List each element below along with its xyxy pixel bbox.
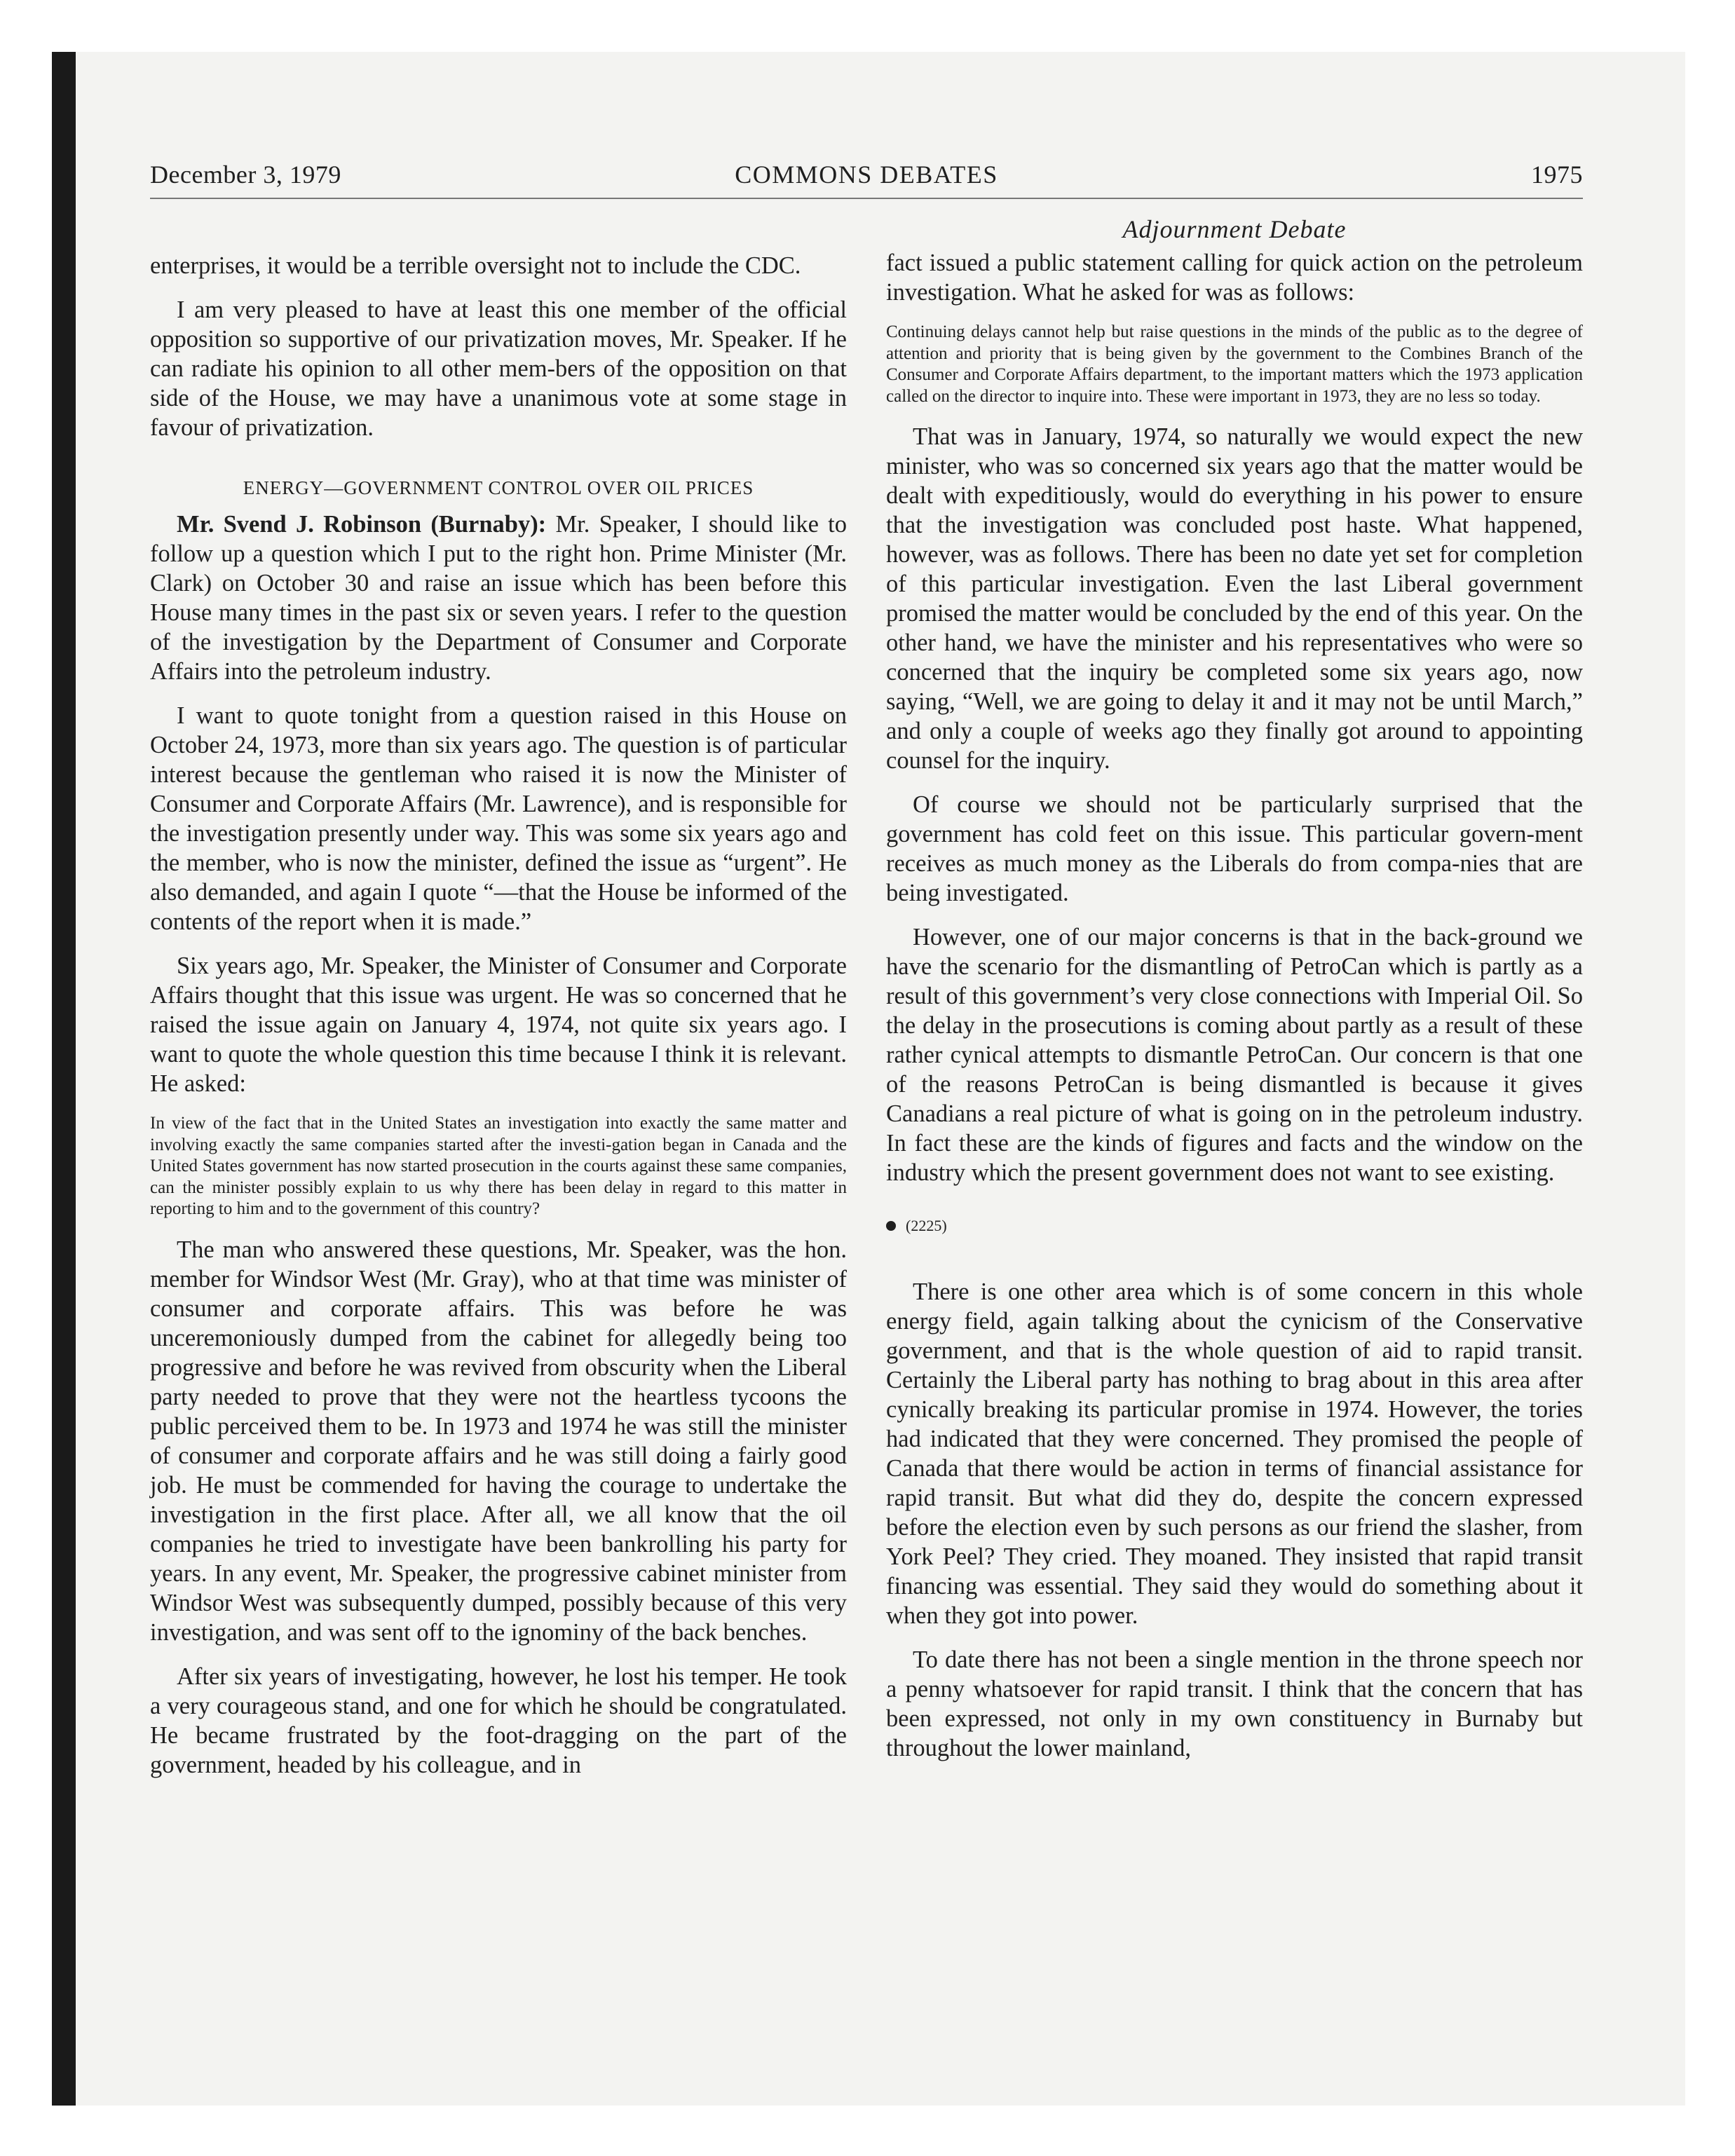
- block-quote: In view of the fact that in the United States an investigation into exactly the same matter and involving exactly the same companies started after the investi-gation began in Canada and the United States government has now started prosecution in the courts against these same companies, can the minister possibly explain to us why there has been delay in regard to this matter in reporting to him and to the government of this country?: [150, 1114, 847, 1218]
- header-date: December 3, 1979: [150, 161, 341, 189]
- header-publication: COMMONS DEBATES: [735, 161, 998, 189]
- scan-edge-bar: [52, 52, 76, 2106]
- section-heading: ENERGY—GOVERNMENT CONTROL OVER OIL PRICES: [243, 477, 754, 498]
- time-marker: [886, 1211, 1583, 1241]
- paragraph: Six years ago, Mr. Speaker, the Minister of Consumer and Corporate Affairs thought that this issue was urgent. He was so concerned that he raised the issue again on January 4, 1974, not quite six years ago. I want to quote the whole question this time because I think it is relevant. He asked:: [150, 953, 847, 1097]
- paragraph: enterprises, it would be a terrible oversight not to include the CDC.: [150, 252, 801, 279]
- document-page: [150, 156, 1583, 1778]
- page-header: [150, 156, 1583, 199]
- paragraph: I am very pleased to have at least this one member of the official opposition so supportive of our privatization moves, Mr. Speaker. If he can radiate his opinion to all other mem-bers of the opposition on that side of the House, we may have a unanimous vote at some stage in favour of privatization.: [150, 296, 847, 441]
- right-column: [886, 214, 1583, 1778]
- paragraph: I want to quote tonight from a question raised in this House on October 24, 1973, more than six years ago. The question is of particular interest because the gentleman who raised it is now the Minister of Consumer and Corporate Affairs (Mr. Lawrence), and is responsible for the investigation presently under way. This was some six years ago and the member, who is now the minister, defined the issue as “urgent”. He also demanded, and again I quote “—that the House be informed of the contents of the report when it is made.”: [150, 702, 847, 935]
- left-column: [150, 251, 847, 1794]
- time-marker-label: (2225): [906, 1217, 947, 1234]
- bullet-icon: [886, 1221, 896, 1231]
- paragraph: That was in January, 1974, so naturally we would expect the new minister, who was so concerned six years ago that the matter would be dealt with expeditiously, would do everything in his power to ensure that the investigation was concluded post haste. What happened, however, was as follows. There has been no date yet set for completion of this particular investigation. Even the last Liberal government promised the matter would be concluded by the end of this year. On the other hand, we have the minister and his representatives who were so concerned that the inquiry be completed some six years ago, now saying, “Well, we are going to delay it and it may not be until March,” and only a couple of weeks ago they finally got around to appointing counsel for the inquiry.: [886, 423, 1583, 774]
- running-head: Adjournment Debate: [1122, 215, 1347, 243]
- paragraph: fact issued a public statement calling for quick action on the petroleum investigation. What he asked for was as follows:: [886, 250, 1583, 306]
- paragraph: However, one of our major concerns is that in the back-ground we have the scenario for the dismantling of PetroCan which is partly as a result of this government’s very close connections with Imperial Oil. So the delay in the prosecutions is coming about partly as a result of these rather cynical attempts to dismantle PetroCan. Our concern is that one of the reasons PetroCan is being dismantled is because it gives Canadians a real picture of what is going on in the petroleum industry. In fact these are the kinds of figures and facts and the window on the industry which the present government does not want to see existing.: [886, 924, 1583, 1186]
- paragraph: Of course we should not be particularly surprised that the government has cold feet on this issue. This particular govern-ment receives as much money as the Liberals do from compa-nies that are being investigated.: [886, 791, 1583, 906]
- paragraph: To date there has not been a single mention in the throne speech nor a penny whatsoever for rapid transit. I think that the concern that has been expressed, not only in my own constituency in Burnaby but throughout the lower mainland,: [886, 1646, 1583, 1761]
- paragraph: There is one other area which is of some concern in this whole energy field, again talking about the cynicism of the Conservative government, and that is the whole question of aid to rapid transit. Certainly the Liberal party has nothing to brag about in this area after cynically breaking its particular promise in 1974. However, the tories had indicated that they were concerned. They promised the people of Canada that there would be action in terms of financial assistance for rapid transit. But what did they do, despite the concern expressed before the election even by such persons as our friend the slasher, from York Peel? They cried. They moaned. They insisted that rapid transit financing was essential. They said they would do something about it when they got into power.: [886, 1278, 1583, 1629]
- paragraph-with-speaker: [150, 510, 847, 686]
- block-quote: Continuing delays cannot help but raise questions in the minds of the public as to the degree of attention and priority that is being given by the government to the Combines Branch of the Consumer and Corporate Affairs department, to the important matters which the 1973 application called on the director to inquire into. These were important in 1973, they are no less so today.: [886, 322, 1583, 406]
- paragraph: The man who answered these questions, Mr. Speaker, was the hon. member for Windsor West (Mr. Gray), who at that time was minister of consumer and corporate affairs. This was before he was unceremoniously dumped from the cabinet for allegedly being too progressive and before he was revived from obscurity when the Liberal party needed to prove that they were not the heartless tycoons the public perceived them to be. In 1973 and 1974 he was still the minister of consumer and corporate affairs and he was still doing a fairly good job. He must be commended for having the courage to undertake the investigation in the first place. After all, we all know that the oil companies he tried to investigate have been bankrolling his party for years. In any event, Mr. Speaker, the progressive cabinet minister from Windsor West was subsequently dumped, possibly because of this very investigation, and was sent off to the ignominy of the back benches.: [150, 1236, 847, 1646]
- paragraph-text: Mr. Speaker, I should like to follow up a question which I put to the right hon. Prime Minister (Mr. Clark) on October 30 and raise an issue which has been before this House many times in the past six or seven years. I refer to the question of the investigation by the Department of Consumer and Corporate Affairs into the petroleum industry.: [150, 511, 847, 685]
- header-page-number: 1975: [1531, 161, 1583, 189]
- speaker-name: Mr. Svend J. Robinson (Burnaby):: [177, 511, 547, 538]
- paragraph: After six years of investigating, however, he lost his temper. He took a very courageous stand, and one for which he should be congratulated. He became frustrated by the foot-dragging on the part of the government, headed by his colleague, and in: [150, 1663, 847, 1778]
